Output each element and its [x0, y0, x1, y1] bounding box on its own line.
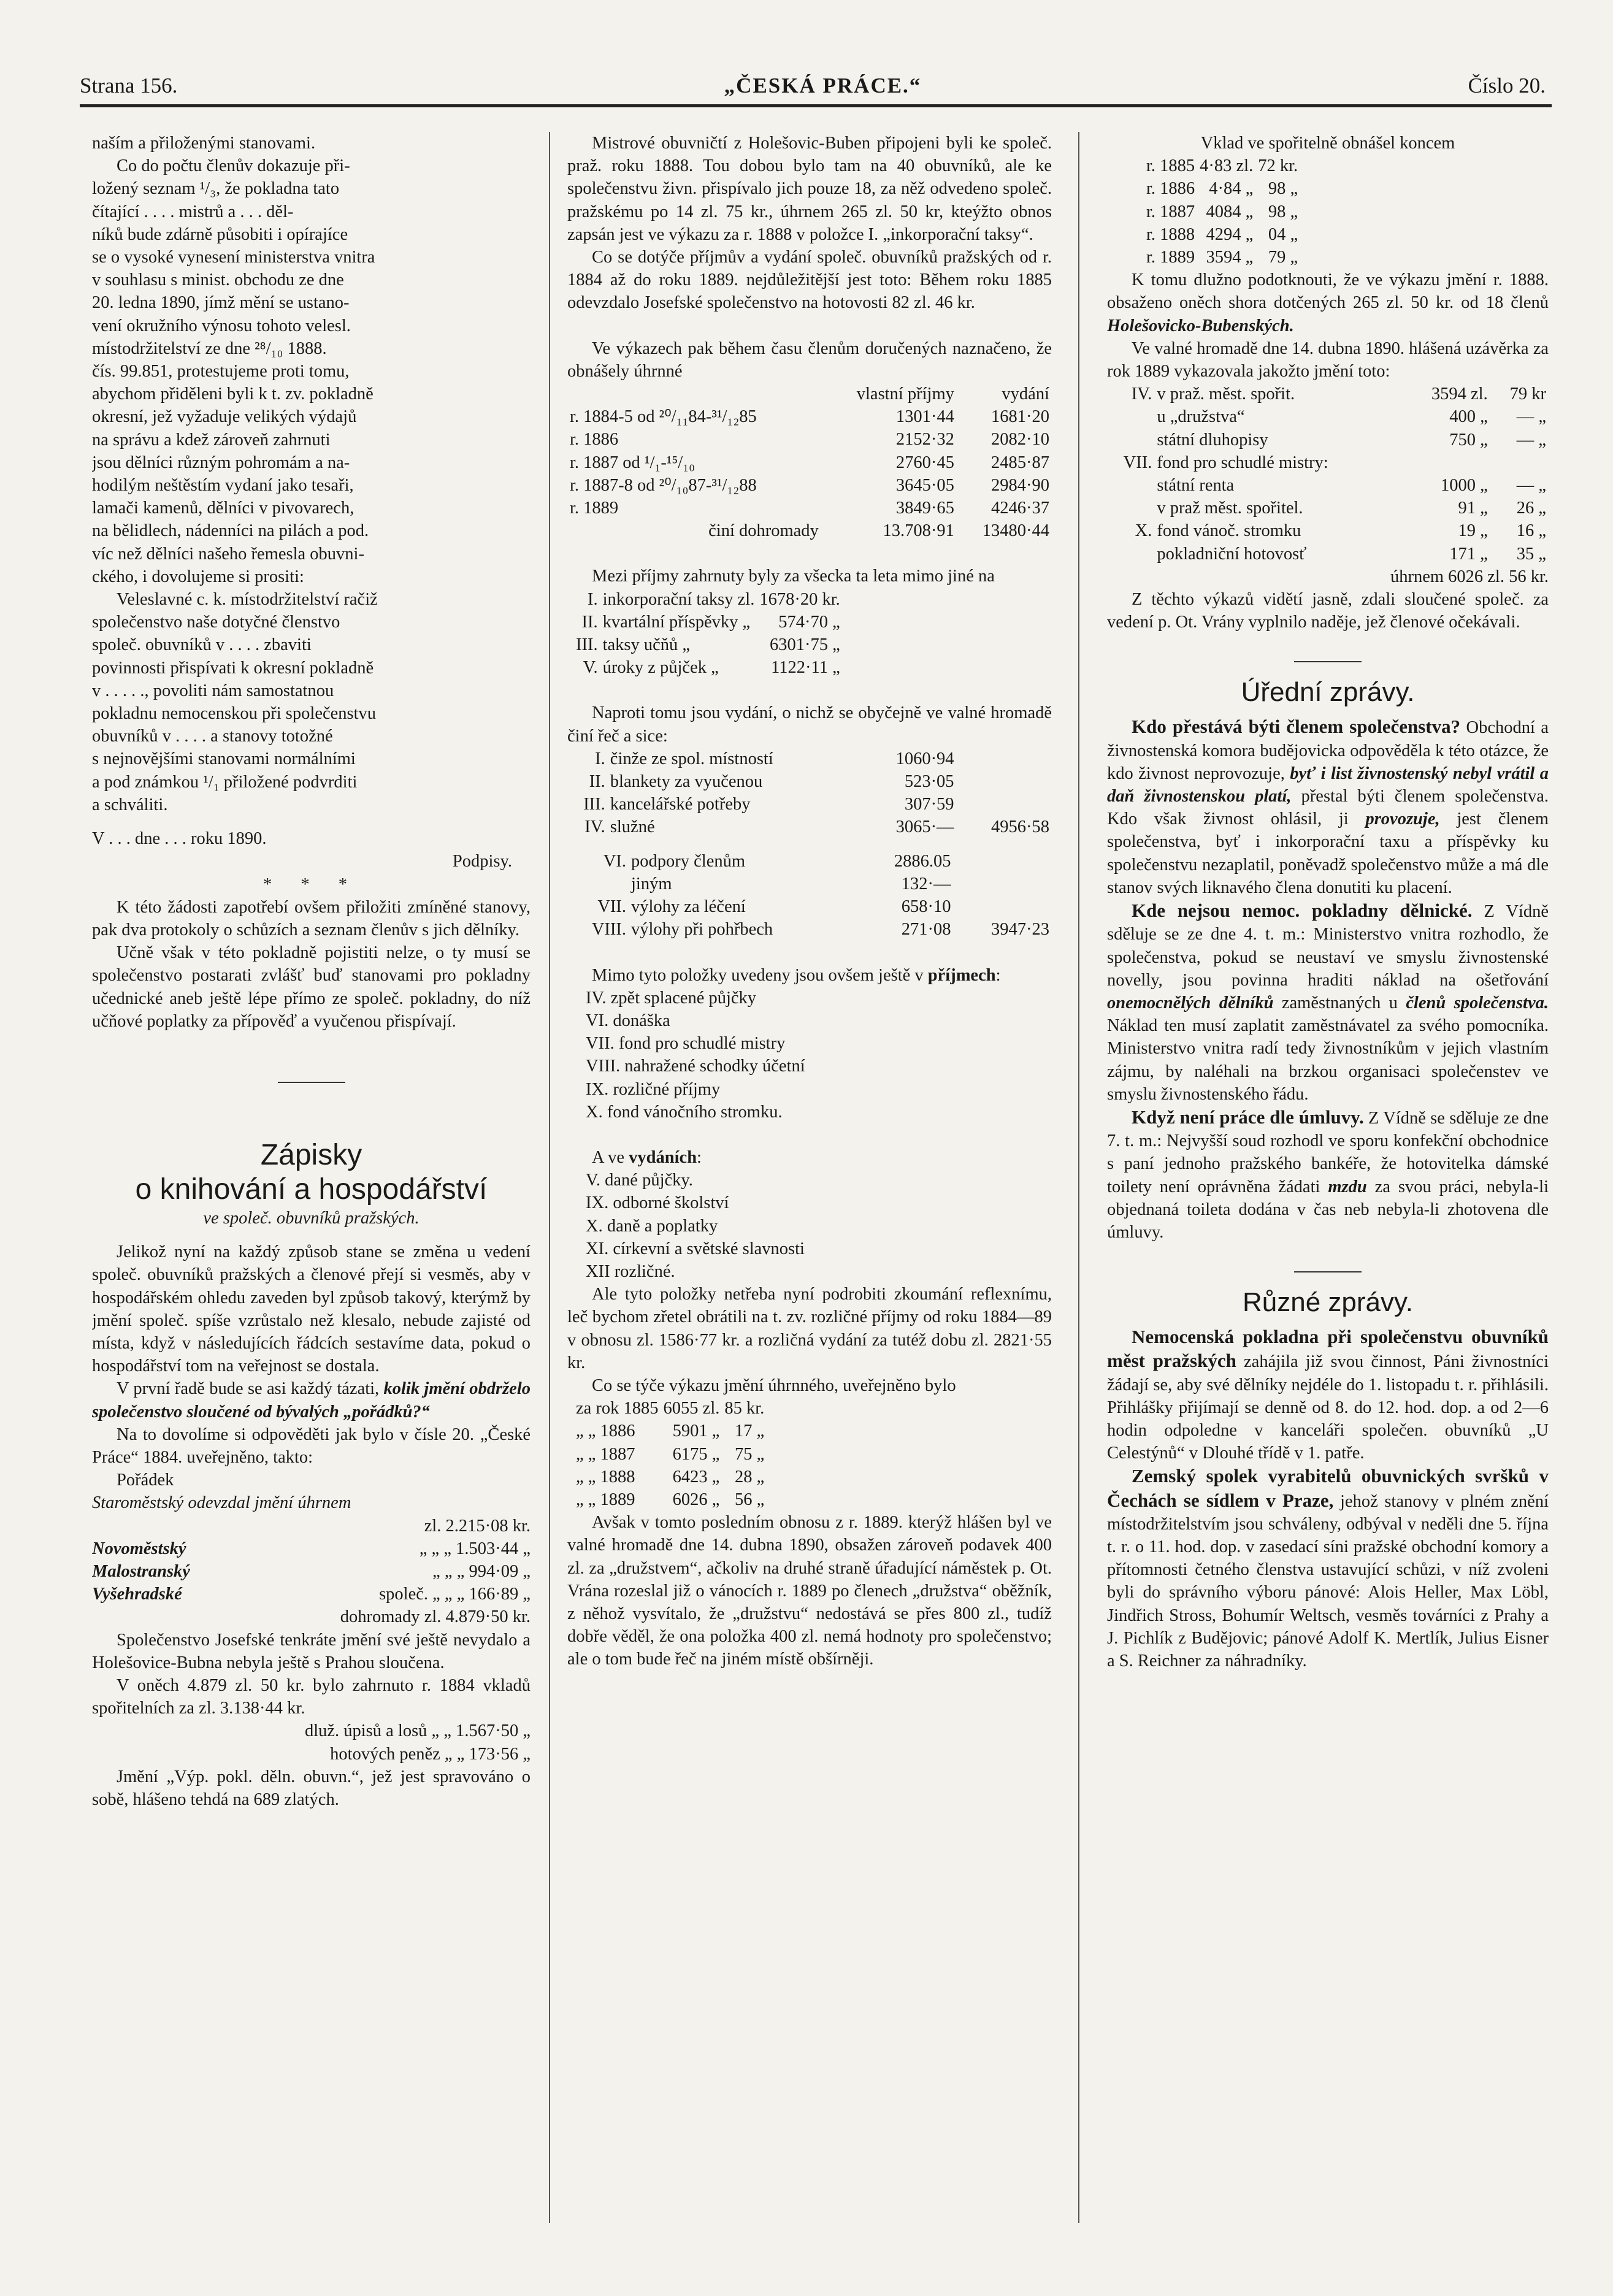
deposit-row	[1144, 155, 1300, 177]
hotovych-line: hotových peněz „ „ 173·56 „	[330, 1744, 531, 1764]
petition-line: 20. ledna 1890, jímž mění se ustano-	[92, 293, 350, 313]
expense-item-val: 132·—	[901, 874, 951, 894]
guild-name: Novoměstský	[92, 1539, 186, 1558]
asset-row-kr: — „	[1516, 407, 1546, 427]
asset-row-kr	[1490, 451, 1549, 474]
asset-row-label: pokladniční hotovosť	[1157, 544, 1307, 564]
deposits-heading: Vklad ve spořitelně obnášel koncem	[1200, 134, 1455, 153]
asset-row	[1107, 429, 1549, 451]
col1-paragraph: Jmění „Výp. pokl. děln. obuvn.“, jež jest spravováno o sobě, hlášeno tehdá na 689 zlatých.	[92, 1767, 531, 1809]
deposit-row	[1144, 246, 1300, 269]
petition-line: ckého, i dovolujeme si prositi:	[92, 567, 304, 586]
income-item	[573, 611, 843, 633]
asset-row-label: v praž měst. spořitel.	[1157, 499, 1303, 518]
income-item	[573, 633, 843, 656]
col2-paragraph: Co se týče výkazu jmění úhrnného, uveřejněno bylo	[592, 1376, 956, 1395]
expense-item-val: 1060·94	[895, 749, 954, 768]
petition-line: obuvníků v . . . . a stanovy totožné	[92, 727, 333, 746]
col1-paragraph: Jelikož nyní na každý způsob stane se změna u vedení společ. obuvníků pražských a členové přejí si vesměs, aby v hospodářském ohledu zaveden byl způsob takový, kterýmž by jmění společ. spíše vzrůstalo než klesalo, nebude zajisté od místa, když v následujících řádcích sestavíme data, pokud o hospodářství tom na veřejnost se dostala.	[92, 1242, 531, 1376]
petition-line: se o vysoké vynesení ministerstva vnitra	[92, 248, 375, 267]
wealth-row-zl: 6423 „	[672, 1467, 720, 1487]
poradek-label: Pořádek	[117, 1471, 174, 1490]
expenses-intro: A ve vydáních:	[592, 1147, 702, 1167]
expense-item-n	[567, 873, 629, 895]
wealth-row	[573, 1443, 767, 1466]
asset-row-label: fond pro schudlé mistry:	[1157, 453, 1328, 472]
article-title-2: o knihování a hospodářství	[135, 1173, 488, 1206]
expense-item-label: služné	[610, 817, 655, 837]
expense-head: vydání	[1002, 385, 1049, 404]
income-item-val: 574·70 „	[778, 612, 840, 632]
stars-divider: * * *	[263, 874, 359, 894]
deposit-row-year: r. 1886	[1146, 179, 1195, 199]
asset-row-kr: 26 „	[1516, 499, 1546, 518]
expense-item-label: výlohy za léčení	[631, 897, 746, 917]
asset-row	[1107, 383, 1549, 405]
asset-row-n: X.	[1135, 521, 1152, 541]
expense-list	[567, 1169, 1052, 1283]
expense-item-val: 307·59	[904, 795, 954, 814]
signatures: Podpisy.	[452, 852, 512, 871]
expense-item-sum	[953, 850, 1052, 873]
news-item: Zemský spolek vyrabitelů obuvnických svršků v Čechách se sídlem v Praze, jehož stanovy v plném znění místodržitelstvím jsou schváleny, odbýval v neděli dne 5. října t. r. o 11. hod. dop. v zasedací síni pražské obchodní komory a přítomnosti četného členstva ustavující schůzi, v níž zvoleni byli do správního výboru pánové: Alois Heller, Max Löbl, Jindřich Stross, Bohumír Weltsch, vesměs továrníci z Prahy a J. Pichlík z Budějovic; pánové Adolf K. Mertlík, Julius Eisner a S. Reichner za náhradníky.	[1107, 1465, 1549, 1670]
petition-line: v souhlasu s minist. obchodu ze dne	[92, 270, 344, 290]
asset-row	[1107, 405, 1549, 428]
petition-line: na bělidlech, nádenníci na pilách a pod.	[92, 521, 369, 541]
income-row-income: 3849·65	[895, 499, 954, 518]
col2-paragraph: Ve výkazech pak během času členům doručených naznačeno, že obnášely úhrnné	[567, 339, 1052, 381]
petition-line: Co do počtu členův dokazuje při-	[117, 156, 350, 176]
col1-paragraph: K této žádosti zapotřebí ovšem přiložiti zmíněné stanovy, pak dva protokoly o schůzích a seznam členův s jich dělníky.	[92, 897, 531, 939]
news-item: Nemocenská pokladna při společenstvu obuvníků měst pražských zahájila již svou činnost, Páni živnostníci žádají se, aby své dělníky nejdéle do 1. listopadu t. r. přihlásili. Přihlášky přijímají se denně od 8. do 12. hod. dop. a od 2—6 hodin odpoledne v kanceláři společen. obuvníků „U Celestýnů“ v Dlouhé třídě v 1. patře.	[1107, 1326, 1549, 1463]
income-item-val: 6301·75 „	[770, 635, 840, 655]
income-item-label: kvartální příspěvky „	[602, 612, 751, 632]
deposit-row-kr: 98 „	[1268, 202, 1298, 221]
expense-item-sum: 4956·58	[991, 817, 1049, 837]
list-line: IX. rozličné příjmy	[586, 1079, 721, 1099]
wealth-row-kr: 75 „	[735, 1444, 765, 1464]
section-title-official: Úřední zprávy.	[1241, 677, 1415, 708]
expense-item	[567, 895, 1052, 918]
wealth-row-zl: 5901 „	[672, 1422, 720, 1441]
deposit-row-zl: 4·83 zl.	[1200, 156, 1254, 176]
expense-item-label: výlohy při pohřbech	[631, 920, 773, 939]
wealth-row-year: za rok 1885	[576, 1399, 659, 1418]
asset-row	[1107, 519, 1549, 542]
petition-line: hodilým neštěstím vydaní jako tesaři,	[92, 476, 354, 496]
staromestsky-value: zl. 2.215·08 kr.	[424, 1516, 531, 1536]
guild-list	[92, 1537, 531, 1606]
article-title: Zápisky	[260, 1138, 362, 1171]
petition-line: naším a přiloženými stanovami.	[92, 134, 316, 153]
guild-name: Vyšehradské	[92, 1585, 182, 1604]
column-3	[1107, 132, 1549, 2229]
income-item-n: III.	[576, 635, 598, 655]
deposit-row-year: r. 1887	[1146, 202, 1195, 221]
income-item-label: úroky z půjček „	[602, 658, 719, 678]
wealth-row	[573, 1397, 767, 1420]
list-line: V. dané půjčky.	[586, 1171, 693, 1190]
col2-paragraph: Ale tyto položky netřeba nyní podrobiti zkoumání reflexnímu, leč bychom zřetel obrátili na t. zv. rozličné příjmy od roku 1884—89 v obnosu zl. 1586·77 kr. a rozličná vydání za tutéž dobu zl. 2821·55 kr.	[567, 1285, 1052, 1372]
asset-row-n	[1107, 474, 1154, 497]
guild-name: Malostranský	[92, 1561, 190, 1581]
deposit-row-kr: 04 „	[1268, 224, 1298, 244]
expense-item	[567, 850, 1052, 873]
asset-row	[1107, 497, 1549, 519]
wealth-row	[573, 1466, 767, 1488]
petition-line: ložený seznam ¹/₃, že pokladna tato	[92, 179, 340, 199]
expense-items	[567, 748, 1052, 839]
col1-paragraph: V první řadě bude se asi každý tázati, kolik jmění obdrželo společenstvo sloučené od bývalých „pořádků?“	[92, 1379, 531, 1422]
col3-paragraph: Z těchto výkazů vidětí jasně, zdali sloučené společ. za vedení p. Ot. Vrány vyplnilo naděje, jež členové očekávali.	[1107, 590, 1549, 632]
asset-row-zl	[1404, 451, 1490, 474]
petition-line: místodržitelství ze dne ²⁸/₁₀ 1888.	[92, 339, 327, 358]
income-item-n: I.	[587, 589, 598, 609]
expense-items-2	[567, 850, 1052, 941]
income-table	[567, 383, 1052, 542]
petition-line: víc než dělníci našeho řemesla obuvni-	[92, 544, 364, 564]
income-row-income: 2760·45	[895, 453, 954, 472]
deposit-row-kr: 98 „	[1268, 179, 1298, 199]
petition-line: společ. obuvníků v . . . . zbaviti	[92, 635, 312, 655]
column-divider-2	[1078, 132, 1079, 2223]
section-rule	[1294, 1271, 1362, 1272]
section-title-misc: Různé zprávy.	[1243, 1287, 1413, 1318]
total-label: činí dohromady	[708, 521, 819, 541]
wealth-row-zl: 6026 „	[672, 1490, 720, 1509]
expense-item-n: VII.	[597, 897, 627, 917]
income-row	[567, 428, 1052, 451]
deposit-row-zl: 4·84 „	[1209, 179, 1254, 199]
deposit-row-year: r. 1885	[1146, 156, 1195, 176]
income-row	[567, 497, 1052, 519]
col1-paragraph: V oněch 4.879 zl. 50 kr. bylo zahrnuto r. 1884 vkladů spořitelních za zl. 3.138·44 kr.	[92, 1675, 531, 1718]
asset-row	[1107, 543, 1549, 565]
wealth-row	[573, 1488, 767, 1511]
journal-title: „ČESKÁ PRÁCE.“	[724, 74, 922, 98]
income-row-year: r. 1887 od ¹/₁-¹⁵/₁₀	[570, 453, 695, 472]
asset-row-zl: 91 „	[1458, 499, 1488, 518]
deposits-table	[1144, 155, 1300, 269]
petition-line: okresní, jež vyžaduje velikých výdajů	[92, 407, 357, 427]
expense-item-n: III.	[583, 795, 605, 814]
expense-item	[567, 770, 1052, 793]
guild-row	[92, 1537, 531, 1560]
petition-line: Veleslavné c. k. místodržitelství račiž	[117, 590, 378, 610]
income-row	[567, 405, 1052, 428]
petition-line: povinnosti přispívati k okresní pokladně	[92, 658, 374, 678]
asset-row-zl: 1000 „	[1440, 476, 1488, 496]
income-row-year: r. 1887-8 od ²⁰/₁₀87-³¹/₁₂88	[570, 475, 757, 495]
asset-row-kr: — „	[1516, 430, 1546, 450]
expense-item-val: 3065·—	[895, 817, 954, 837]
income-row-expense: 2984·90	[991, 475, 1049, 495]
expense-item	[567, 793, 1052, 816]
petition-line: abychom přiděleni byli k t. zv. pokladně	[92, 385, 374, 404]
asset-row-n	[1107, 405, 1154, 428]
deposit-row-kr: 79 „	[1268, 248, 1298, 267]
expense-item-sum	[953, 895, 1052, 918]
guild-row	[92, 1583, 531, 1605]
expense-item-n: VI.	[603, 851, 627, 871]
petition-line: jsou dělníci různým pohromám a na-	[92, 453, 350, 472]
page-number: Strana 156.	[80, 74, 178, 98]
col2-paragraph: Mimo tyto položky uvedeny jsou ovšem ještě v příjmech:	[592, 965, 1001, 985]
income-row	[567, 451, 1052, 474]
income-item-val: 1678·20 kr.	[759, 589, 840, 609]
income-row-year: r. 1884-5 od ²⁰/₁₁84-³¹/₁₂85	[570, 407, 757, 427]
deposit-row-year: r. 1889	[1146, 248, 1195, 267]
column-2	[567, 132, 1052, 2229]
petition-line: a schváliti.	[92, 795, 168, 814]
col2-paragraph: Naproti tomu jsou vydání, o nichž se obyčejně ve valné hromadě činí řeč a sice:	[567, 703, 1052, 746]
income-row-income: 1301·44	[895, 407, 954, 427]
income-row	[567, 474, 1052, 497]
asset-row-n	[1107, 429, 1154, 451]
expense-item-n: IV.	[584, 817, 605, 837]
asset-row-label: státní dluhopisy	[1157, 430, 1268, 450]
issue-number: Číslo 20.	[1468, 74, 1546, 98]
column-1	[92, 132, 531, 2229]
petition-line: s nejnovějšími stanovami normálními	[92, 749, 356, 769]
article-subtitle: ve společ. obuvníků pražských.	[203, 1208, 420, 1228]
petition-line: lamači kamenů, dělníci v pivovarech,	[92, 499, 354, 518]
deposit-row-year: r. 1888	[1146, 224, 1195, 244]
list-line: XII rozličné.	[586, 1261, 675, 1281]
expense-item-label: podpory členům	[631, 851, 746, 871]
deposit-row-zl: 3594 „	[1206, 248, 1254, 267]
assets-table	[1107, 383, 1549, 565]
income-item-n: V.	[583, 658, 598, 678]
expense-item-sum	[957, 793, 1052, 816]
expense-item-n: I.	[595, 749, 605, 768]
income-item-val: 1122·11 „	[771, 658, 840, 678]
list-line: XI. církevní a světské slavnosti	[586, 1239, 805, 1258]
header-rule	[80, 104, 1552, 107]
income-item-n: II.	[581, 612, 598, 632]
dluz-line: dluž. úpisů a losů „ „ 1.567·50 „	[304, 1721, 531, 1741]
income-row-expense: 2485·87	[991, 453, 1049, 472]
expense-item	[567, 918, 1052, 941]
section-rule	[278, 1082, 345, 1083]
asset-row-label: u „družstva“	[1157, 407, 1245, 427]
deposit-row	[1144, 223, 1300, 246]
income-list	[567, 987, 1052, 1123]
asset-row-n	[1107, 497, 1154, 519]
list-line: VII. fond pro schudlé mistry	[586, 1034, 786, 1054]
section-rule	[1294, 661, 1362, 662]
asset-row-label: fond vánoč. stromku	[1157, 521, 1301, 541]
wealth-table	[573, 1397, 767, 1511]
wealth-row-zl: 6175 „	[672, 1444, 720, 1464]
expense-item-n: VIII.	[591, 920, 627, 939]
deposit-row	[1144, 201, 1300, 223]
list-line: VIII. nahražené schodky účetní	[586, 1057, 805, 1076]
wealth-row-year: „ „ 1889	[576, 1490, 635, 1509]
news-item: Kdo přestává býti členem společenstva? Obchodní a živnostenská komora budějovicka odpověděla k této otázce, že kdo živnost neprovozuje, byť i list živnostenský nebyl vrátil a daň živnostenskou platí, přestal býti členem společenstva. Kdo však živnost ohlásil, ji provozuje, jest členem společenstva, byť i inkorporační taxu a příspěvky ku společenstvu nezaplatil, poněvadž společenstvo může a má dle stanov svých liknavého člena donutiti ku placení.	[1107, 716, 1549, 897]
asset-row-kr: 35 „	[1516, 544, 1546, 564]
guild-value: „ „ „ 1.503·44 „	[419, 1539, 531, 1558]
guild-total: dohromady zl. 4.879·50 kr.	[340, 1607, 531, 1627]
expense-item-label: blankety za vyučenou	[610, 772, 763, 792]
income-row-year: r. 1886	[570, 430, 619, 450]
column-divider-1	[549, 132, 550, 2223]
expense-item-sum	[953, 873, 1052, 895]
asset-row	[1107, 474, 1549, 497]
expense-item	[567, 873, 1052, 895]
col2-paragraph: Co se dotýče příjmův a vydání společ. obuvníků pražských od r. 1884 až do roku 1889. nejdůležitější jest toto: Během roku 1885 odevzdalo Josefské společenstvo na hotovosti 82 zl. 46 kr.	[567, 248, 1052, 313]
petition-line: vení okružního výnosu tohoto velesl.	[92, 316, 351, 335]
col2-paragraph: Mezi příjmy zahrnuty byly za všecka ta leta mimo jiné na	[592, 567, 995, 586]
petition-line: společenstvo naše dotyčné členstvo	[92, 613, 340, 632]
col2-paragraph: Avšak v tomto posledním obnosu z r. 1889. kterýž hlášen byl ve valné hromadě dne 14. dubna 1890, obsažen zároveň podavek 400 zl. za „družstvem“, ačkoliv na druhé straně úřadující náměstek p. Ot. Vrána rozeslal již o vánocích r. 1889 po členech „družstva“ oběžník, z něhož vysvítalo, že „družstvu“ nedostává se přes 800 zl., tudíž dobře věděl, že ona položka 400 zl. nemá hodnoty pro společenstvo; ale o tom bude řeč na jiném místě obšírněji.	[567, 1513, 1052, 1669]
income-item-label: inkorporační taksy zl.	[602, 589, 755, 609]
petition-line: v . . . . ., povoliti nám samostatnou	[92, 681, 334, 700]
asset-row-n	[1107, 543, 1154, 565]
guild-value: společ. „ „ „ 166·89 „	[379, 1585, 531, 1604]
asset-row-zl: 750 „	[1449, 430, 1488, 450]
income-head: vlastní příjmy	[856, 385, 954, 404]
staromestsky-line: Staroměstský odevzdal jmění úhrnem	[92, 1493, 351, 1513]
list-line: VI. donáška	[586, 1011, 670, 1030]
expense-item-val: 523·05	[904, 772, 954, 792]
assets-total: úhrnem 6026 zl. 56 kr.	[1390, 567, 1549, 586]
petition-line: níků bude zdárně působiti i opírajíce	[92, 224, 348, 244]
col3-paragraph: Ve valné hromadě dne 14. dubna 1890. hlášená uzávěrka za rok 1889 vykazovala jakožto jmění toto:	[1107, 339, 1549, 381]
wealth-row-year: „ „ 1887	[576, 1444, 635, 1464]
petition-line: na správu a kdež zároveň zahrnuti	[92, 430, 331, 450]
wealth-row-kr: 56 „	[735, 1490, 765, 1509]
wealth-row-kr: 85 kr.	[724, 1399, 765, 1418]
place-date: V . . . dne . . . roku 1890.	[92, 829, 267, 849]
asset-row	[1107, 451, 1549, 474]
wealth-row-zl: 6055 zl.	[663, 1399, 720, 1418]
col1-paragraph: Společenstvo Josefské tenkráte jmění své ještě nevydalo a Holešovice-Bubna nebyla ještě s Prahou sloučena.	[92, 1630, 531, 1672]
expense-item-sum	[957, 748, 1052, 770]
news-item: Když není práce dle úmluvy. Z Vídně se sděluje ze dne 7. t. m.: Nejvyšší soud rozhodl ve sporu konfekční obchodnice s paní jednoho pražského bankéře, že hotovitelka dámské toilety není oprávněna žádati mzdu za svou práci, nebyla-li objednaná toileta dodána v čas neb nebyla-li zhotovena dle úmluvy.	[1107, 1106, 1549, 1242]
list-line: IX. odborné školství	[586, 1193, 729, 1213]
petition-line: a pod známkou ¹/₁ přiložené podvrditi	[92, 772, 358, 792]
col3-paragraph: K tomu dlužno podotknouti, že ve výkazu jmění r. 1888. obsaženo oněch shora dotčených 265 zl. 50 kr. od 18 členů Holešovicko-Bubenských.	[1107, 270, 1549, 335]
expense-item	[567, 816, 1052, 838]
expense-item-val: 2886.05	[894, 851, 951, 871]
list-line: X. daně a poplatky	[586, 1216, 718, 1236]
expense-item-sum	[957, 770, 1052, 793]
income-row-income: 2152·32	[895, 430, 954, 450]
deposit-row-kr: 72 kr.	[1258, 156, 1298, 176]
col1-paragraph: Na to dovolíme si odpověděti jak bylo v čísle 20. „České Práce“ 1884. uveřejněno, takto:	[92, 1425, 531, 1467]
income-item	[573, 588, 843, 611]
list-line: X. fond vánočního stromku.	[586, 1102, 783, 1122]
expense-item-val: 658·10	[901, 897, 951, 917]
asset-row-kr: 16 „	[1516, 521, 1546, 541]
expense-item-sum: 3947·23	[991, 920, 1049, 939]
deposit-row-zl: 4084 „	[1206, 202, 1254, 221]
expense-item-label: jiným	[631, 874, 672, 894]
asset-row-n: VII.	[1123, 453, 1152, 472]
income-row-year: r. 1889	[570, 499, 619, 518]
col2-paragraph: Mistrové obuvničtí z Holešovic-Buben připojeni byli ke společ. praž. roku 1888. Tou dobou bylo tam na 40 obuvníků, ale ke společenstvu živn. přispívalo jich pouze 18, za něž odvedeno společ. pražskému po 14 zl. 75 kr., úhrnem 265 zl. 50 kr, kteýžto obnos zapsán jest ve výkazu za r. 1888 v položce I. „inkorporační taksy“.	[567, 134, 1052, 244]
col1-paragraph: Učně však v této pokladně pojistiti nelze, o ty musí se společenstvo postarati zvlášť buď stanovami pro pokladny učednické aneb ještě lépe přímo ze společ. pokladny, do níž učňové poplatky za přípověď a vyučenou přispívají.	[92, 943, 531, 1031]
expense-item-val: 271·08	[901, 920, 951, 939]
income-row-expense: 1681·20	[991, 407, 1049, 427]
deposit-row-zl: 4294 „	[1206, 224, 1254, 244]
petition-line: pokladnu nemocenskou při společenstvu	[92, 704, 377, 724]
income-item	[573, 656, 843, 679]
expense-item	[567, 748, 1052, 770]
income-items	[573, 588, 843, 679]
wealth-row-year: „ „ 1886	[576, 1422, 635, 1441]
wealth-row-kr: 17 „	[735, 1422, 765, 1441]
wealth-row-year: „ „ 1888	[576, 1467, 635, 1487]
wealth-row	[573, 1420, 767, 1442]
expense-item-label: kancelářské potřeby	[610, 795, 751, 814]
total-income: 13.708·91	[883, 521, 954, 541]
page-header	[80, 61, 1546, 98]
income-row-income: 3645·05	[895, 475, 954, 495]
petition-text	[92, 132, 531, 816]
asset-row-kr: — „	[1516, 476, 1546, 496]
petition-line: čís. 99.851, protestujeme proti tomu,	[92, 362, 350, 381]
guild-value: „ „ „ 994·09 „	[432, 1561, 531, 1581]
news-item: Kde nejsou nemoc. pokladny dělnické. Z Vídně sděluje se ze dne 4. t. m.: Ministerstvo vnitra rozhodlo, že společenstva, pokud se neustaví ve smyslu živnostenské novelly, jsou povinna hraditi náklad na ošetřování onemocnělých dělníků zaměstnaných u členů společenstva. Náklad ten musí zaplatit zaměstnávatel za svého pomocníka. Ministerstvo vnitra radí tedy živnostníkům v jejich vlastním zájmu, by naléhali na brzkou organisaci společenstev ve smyslu živnostenského řádu.	[1107, 900, 1549, 1104]
guild-row	[92, 1560, 531, 1583]
list-line: IV. zpět splacené půjčky	[586, 988, 757, 1008]
deposit-row	[1144, 177, 1300, 200]
petition-line: čítající . . . . mistrů a . . . děl-	[92, 202, 294, 221]
income-row-expense: 4246·37	[991, 499, 1049, 518]
income-item-label: taksy učňů „	[602, 635, 691, 655]
asset-row-kr: 79 kr	[1509, 385, 1546, 404]
asset-row-zl: 400 „	[1449, 407, 1488, 427]
asset-row-label: státní renta	[1157, 476, 1235, 496]
income-row-expense: 2082·10	[991, 430, 1049, 450]
wealth-row-kr: 28 „	[735, 1467, 765, 1487]
asset-row-zl: 19 „	[1458, 521, 1488, 541]
asset-row-zl: 171 „	[1449, 544, 1488, 564]
asset-row-zl: 3594 zl.	[1431, 385, 1488, 404]
total-expense: 13480·44	[982, 521, 1049, 541]
asset-row-n: IV.	[1131, 385, 1152, 404]
expense-item-label: činže ze spol. místností	[610, 749, 773, 768]
expense-item-n: II.	[589, 772, 605, 792]
asset-row-label: v praž. měst. spořit.	[1157, 385, 1295, 404]
